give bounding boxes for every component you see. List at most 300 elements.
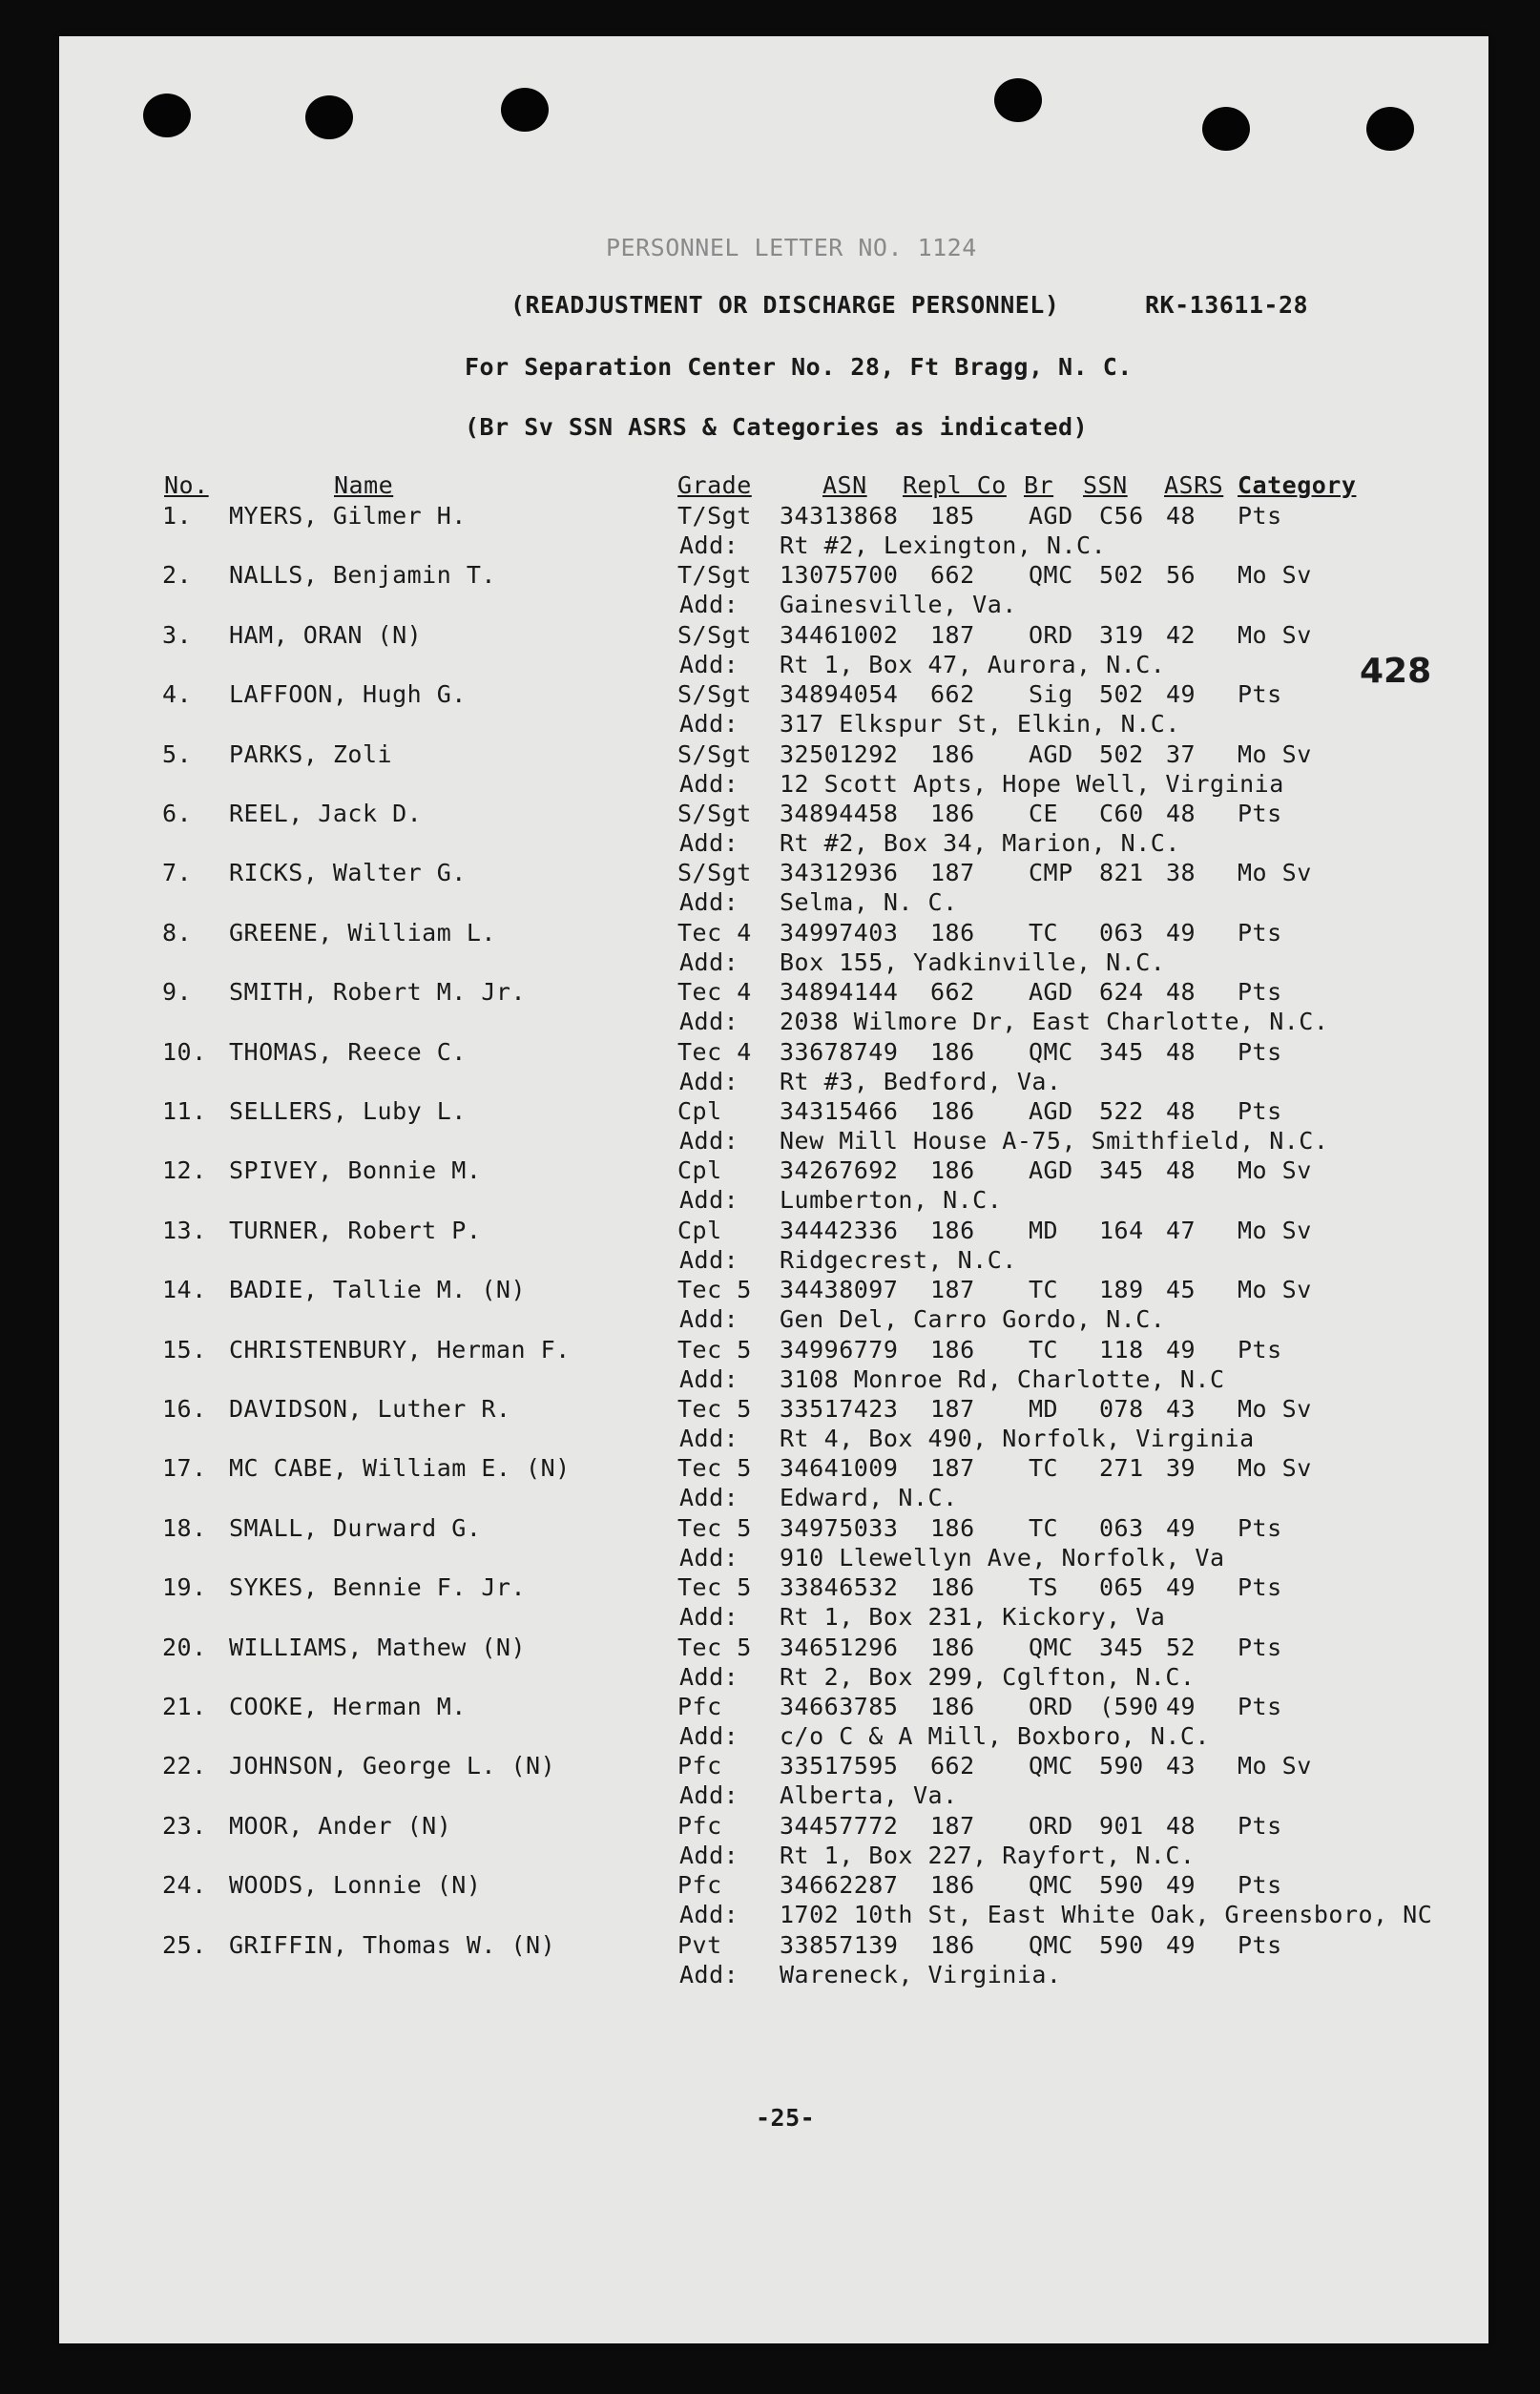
page-number: -25- — [756, 2104, 816, 2132]
address-label: Add: — [679, 1364, 739, 1393]
entry-ssn: 590 — [1099, 1871, 1144, 1900]
entry-asrs: 48 — [1166, 1037, 1197, 1066]
entry-asn: 34461002 — [780, 620, 899, 649]
entry-asn: 13075700 — [780, 561, 899, 590]
table-row — [0, 919, 1540, 947]
entry-category: Mo Sv — [1238, 1156, 1312, 1185]
entry-number: 25. — [162, 1930, 207, 1959]
entry-number: 7. — [162, 859, 193, 887]
rk-code: RK-13611-28 — [1145, 291, 1309, 319]
entry-ssn: 502 — [1099, 680, 1144, 709]
entry-repl-co: 662 — [930, 1752, 975, 1780]
entry-number: 4. — [162, 680, 193, 709]
address-label: Add: — [679, 1662, 739, 1691]
entry-repl-co: 186 — [930, 1693, 975, 1720]
table-row — [0, 1217, 1540, 1245]
entry-grade: Tec 4 — [677, 1037, 752, 1066]
address-row — [0, 948, 1540, 977]
address-row — [0, 1722, 1540, 1751]
entry-asrs: 43 — [1166, 1752, 1197, 1780]
address-label: Add: — [679, 947, 739, 976]
table-row — [0, 1931, 1540, 1960]
entry-asn: 34438097 — [780, 1276, 899, 1304]
entry-repl-co: 186 — [930, 800, 975, 827]
entry-asn: 34662287 — [780, 1871, 899, 1900]
entry-grade: Tec 4 — [677, 918, 752, 947]
entry-branch: TC — [1029, 918, 1059, 947]
entry-category: Mo Sv — [1238, 1752, 1312, 1780]
entry-category: Pts — [1238, 502, 1282, 530]
entry-name: BADIE, Tallie M. (N) — [229, 1276, 527, 1304]
entry-branch: QMC — [1029, 1037, 1073, 1066]
table-row — [0, 1812, 1540, 1841]
entry-number: 2. — [162, 561, 193, 590]
address-row — [0, 651, 1540, 679]
entry-asrs: 49 — [1166, 1693, 1197, 1720]
entry-grade: Cpl — [677, 1156, 722, 1185]
entry-name: SYKES, Bennie F. Jr. — [229, 1573, 527, 1602]
entry-repl-co: 186 — [930, 1335, 975, 1364]
entry-address: Rt #3, Bedford, Va. — [780, 1067, 1062, 1095]
entry-asrs: 56 — [1166, 561, 1197, 590]
entry-repl-co: 187 — [930, 1811, 975, 1840]
address-label: Add: — [679, 650, 739, 678]
entry-address: 317 Elkspur St, Elkin, N.C. — [780, 710, 1180, 739]
entry-branch: Sig — [1029, 680, 1073, 709]
address-label: Add: — [679, 1543, 739, 1572]
entry-ssn: 063 — [1099, 918, 1144, 947]
entry-branch: MD — [1029, 1216, 1059, 1244]
entry-branch: ORD — [1029, 1811, 1073, 1840]
address-row — [0, 1127, 1540, 1155]
entry-asrs: 48 — [1166, 978, 1197, 1007]
entry-repl-co: 185 — [930, 502, 975, 530]
entry-branch: QMC — [1029, 1633, 1073, 1661]
entry-asrs: 49 — [1166, 1871, 1197, 1900]
address-row — [0, 591, 1540, 619]
entry-address: 2038 Wilmore Dr, East Charlotte, N.C. — [780, 1008, 1329, 1036]
entry-number: 12. — [162, 1156, 207, 1185]
entry-branch: TC — [1029, 1513, 1059, 1542]
entry-grade: Tec 4 — [677, 978, 752, 1007]
entry-category: Mo Sv — [1238, 620, 1312, 649]
address-label: Add: — [679, 531, 739, 559]
entry-name: SMITH, Robert M. Jr. — [229, 978, 527, 1007]
entry-category: Pts — [1238, 1037, 1282, 1066]
entry-number: 13. — [162, 1216, 207, 1244]
entry-category: Pts — [1238, 1693, 1282, 1720]
entry-name: GRIFFIN, Thomas W. (N) — [229, 1930, 556, 1959]
address-row — [0, 1484, 1540, 1512]
table-row — [0, 1454, 1540, 1483]
address-row — [0, 1544, 1540, 1572]
table-row — [0, 680, 1540, 709]
entry-address: Rt #2, Box 34, Marion, N.C. — [780, 829, 1180, 857]
entry-number: 17. — [162, 1454, 207, 1483]
entry-asn: 34641009 — [780, 1454, 899, 1483]
entry-grade: Pfc — [677, 1693, 722, 1720]
entry-repl-co: 186 — [930, 1930, 975, 1959]
entry-grade: S/Sgt — [677, 620, 752, 649]
entry-ssn: 189 — [1099, 1276, 1144, 1304]
entry-grade: Tec 5 — [677, 1395, 752, 1423]
entry-repl-co: 187 — [930, 620, 975, 649]
table-row — [0, 1156, 1540, 1185]
entry-name: NALLS, Benjamin T. — [229, 561, 496, 590]
entry-ssn: 590 — [1099, 1930, 1144, 1959]
entry-address: Gen Del, Carro Gordo, N.C. — [780, 1305, 1166, 1334]
entry-category: Pts — [1238, 1930, 1282, 1959]
table-row — [0, 502, 1540, 531]
entry-name: MYERS, Gilmer H. — [229, 502, 467, 530]
address-label: Add: — [679, 1305, 739, 1334]
entry-address: Edward, N.C. — [780, 1484, 958, 1512]
entry-address: Alberta, Va. — [780, 1781, 958, 1810]
entry-category: Pts — [1238, 978, 1282, 1007]
entry-ssn: 118 — [1099, 1335, 1144, 1364]
address-label: Add: — [679, 829, 739, 857]
entry-grade: T/Sgt — [677, 561, 752, 590]
entry-category: Mo Sv — [1238, 1276, 1312, 1304]
entry-branch: CMP — [1029, 859, 1073, 887]
entry-ssn: 502 — [1099, 739, 1144, 768]
entry-address: Rt 1, Box 231, Kickory, Va — [780, 1603, 1166, 1632]
entry-category: Mo Sv — [1238, 561, 1312, 590]
entry-asrs: 49 — [1166, 1573, 1197, 1602]
entry-asrs: 49 — [1166, 1513, 1197, 1542]
entry-name: MC CABE, William E. (N) — [229, 1454, 571, 1483]
address-row — [0, 1425, 1540, 1453]
address-label: Add: — [679, 769, 739, 798]
entry-asrs: 49 — [1166, 918, 1197, 947]
address-row — [0, 1842, 1540, 1870]
entry-ssn: 345 — [1099, 1037, 1144, 1066]
entry-asn: 33857139 — [780, 1930, 899, 1959]
entry-number: 24. — [162, 1871, 207, 1900]
address-label: Add: — [679, 1127, 739, 1155]
entry-address: Selma, N. C. — [780, 888, 958, 917]
entry-asrs: 37 — [1166, 739, 1197, 768]
entry-branch: TC — [1029, 1276, 1059, 1304]
table-row — [0, 1038, 1540, 1067]
address-label: Add: — [679, 888, 739, 917]
letter-line: PERSONNEL LETTER NO. 1124 — [606, 234, 977, 261]
address-row — [0, 1246, 1540, 1275]
address-label: Add: — [679, 1841, 739, 1869]
entry-address: 12 Scott Apts, Hope Well, Virginia — [780, 769, 1284, 798]
entry-ssn: C56 — [1099, 502, 1144, 530]
entry-branch: QMC — [1029, 561, 1073, 590]
entry-repl-co: 186 — [930, 918, 975, 947]
table-row — [0, 621, 1540, 650]
address-row — [0, 770, 1540, 799]
table-row — [0, 740, 1540, 769]
entry-name: WOODS, Lonnie (N) — [229, 1871, 482, 1900]
entry-address: 3108 Monroe Rd, Charlotte, N.C — [780, 1364, 1225, 1393]
address-label: Add: — [679, 1245, 739, 1274]
entry-name: LAFFOON, Hugh G. — [229, 680, 467, 709]
entry-asn: 34267692 — [780, 1156, 899, 1185]
entry-name: DAVIDSON, Luther R. — [229, 1395, 511, 1423]
entry-number: 15. — [162, 1335, 207, 1364]
entry-branch: TC — [1029, 1335, 1059, 1364]
entry-address: Rt 2, Box 299, Cglfton, N.C. — [780, 1662, 1196, 1691]
entry-category: Pts — [1238, 800, 1282, 827]
entry-category: Pts — [1238, 680, 1282, 709]
binder-hole — [1366, 107, 1414, 151]
table-row — [0, 1097, 1540, 1126]
entry-branch: QMC — [1029, 1930, 1073, 1959]
entry-asn: 34663785 — [780, 1693, 899, 1720]
entry-branch: QMC — [1029, 1871, 1073, 1900]
entry-grade: S/Sgt — [677, 859, 752, 887]
entry-repl-co: 186 — [930, 739, 975, 768]
entry-number: 1. — [162, 502, 193, 530]
col-category: Category — [1238, 471, 1357, 499]
address-label: Add: — [679, 1603, 739, 1632]
address-row — [0, 1663, 1540, 1692]
entry-asrs: 45 — [1166, 1276, 1197, 1304]
entry-ssn: 063 — [1099, 1513, 1144, 1542]
entry-grade: Pfc — [677, 1752, 722, 1780]
entry-category: Mo Sv — [1238, 859, 1312, 887]
table-row — [0, 1514, 1540, 1543]
table-row — [0, 561, 1540, 590]
entry-ssn: 624 — [1099, 978, 1144, 1007]
entry-address: Lumberton, N.C. — [780, 1186, 1003, 1215]
address-label: Add: — [679, 1425, 739, 1452]
address-row — [0, 1305, 1540, 1334]
address-row — [0, 1603, 1540, 1632]
entry-asn: 34975033 — [780, 1513, 899, 1542]
entry-asn: 34894054 — [780, 680, 899, 709]
entry-name: TURNER, Robert P. — [229, 1216, 482, 1244]
entry-number: 23. — [162, 1811, 207, 1840]
address-label: Add: — [679, 1186, 739, 1215]
address-row — [0, 1781, 1540, 1810]
entry-repl-co: 186 — [930, 1633, 975, 1661]
entry-repl-co: 186 — [930, 1871, 975, 1900]
entry-ssn: 164 — [1099, 1216, 1144, 1244]
entry-name: SPIVEY, Bonnie M. — [229, 1156, 482, 1185]
entry-category: Mo Sv — [1238, 1216, 1312, 1244]
entry-category: Mo Sv — [1238, 1395, 1312, 1423]
entry-grade: S/Sgt — [677, 680, 752, 709]
entry-asn: 34315466 — [780, 1097, 899, 1125]
entry-asn: 33517595 — [780, 1752, 899, 1780]
entry-number: 5. — [162, 739, 193, 768]
entry-grade: Tec 5 — [677, 1276, 752, 1304]
entry-number: 8. — [162, 918, 193, 947]
entry-number: 11. — [162, 1097, 207, 1125]
entry-asn: 34894144 — [780, 978, 899, 1007]
entry-asn: 34313868 — [780, 502, 899, 530]
entry-repl-co: 187 — [930, 1395, 975, 1423]
entry-name: GREENE, William L. — [229, 918, 496, 947]
entry-branch: MD — [1029, 1395, 1059, 1423]
entry-number: 6. — [162, 800, 193, 827]
entry-ssn: 271 — [1099, 1454, 1144, 1483]
address-row — [0, 1365, 1540, 1394]
address-label: Add: — [679, 1781, 739, 1810]
entry-asn: 34442336 — [780, 1216, 899, 1244]
entry-asn: 34312936 — [780, 859, 899, 887]
entry-address: 910 Llewellyn Ave, Norfolk, Va — [780, 1543, 1225, 1572]
entry-address: Rt 4, Box 490, Norfolk, Virginia — [780, 1425, 1255, 1452]
entry-grade: Tec 5 — [677, 1454, 752, 1483]
entry-name: HAM, ORAN (N) — [229, 620, 423, 649]
entry-asrs: 49 — [1166, 1335, 1197, 1364]
address-row — [0, 710, 1540, 739]
entry-category: Pts — [1238, 1513, 1282, 1542]
entry-asrs: 39 — [1166, 1454, 1197, 1483]
entry-name: RICKS, Walter G. — [229, 859, 467, 887]
col-asn: ASN — [822, 471, 867, 499]
entry-asn: 32501292 — [780, 739, 899, 768]
address-row — [0, 531, 1540, 560]
address-label: Add: — [679, 1484, 739, 1512]
entry-address: Wareneck, Virginia. — [780, 1960, 1062, 1988]
address-label: Add: — [679, 591, 739, 619]
col-repl-co: Repl Co — [903, 471, 1007, 499]
entry-branch: AGD — [1029, 978, 1073, 1007]
entry-grade: Tec 5 — [677, 1633, 752, 1661]
table-row — [0, 859, 1540, 887]
address-row — [0, 1068, 1540, 1096]
entry-category: Pts — [1238, 1633, 1282, 1661]
table-row — [0, 1752, 1540, 1780]
entry-number: 19. — [162, 1573, 207, 1602]
entry-name: SMALL, Durward G. — [229, 1513, 482, 1542]
entry-asn: 34651296 — [780, 1633, 899, 1661]
entry-number: 14. — [162, 1276, 207, 1304]
entry-asrs: 52 — [1166, 1633, 1197, 1661]
entry-grade: Tec 5 — [677, 1513, 752, 1542]
entry-branch: AGD — [1029, 1097, 1073, 1125]
entry-number: 22. — [162, 1752, 207, 1780]
table-row — [0, 1573, 1540, 1602]
entry-repl-co: 187 — [930, 1454, 975, 1483]
entry-category: Pts — [1238, 1871, 1282, 1900]
entry-repl-co: 662 — [930, 978, 975, 1007]
entry-address: Gainesville, Va. — [780, 591, 1017, 619]
address-row — [0, 1186, 1540, 1215]
side-number: 428 — [1360, 652, 1432, 691]
entry-name: JOHNSON, George L. (N) — [229, 1752, 556, 1780]
entry-address: Ridgecrest, N.C. — [780, 1245, 1017, 1274]
entry-grade: Cpl — [677, 1216, 722, 1244]
entry-grade: Tec 5 — [677, 1573, 752, 1602]
entry-repl-co: 662 — [930, 561, 975, 590]
entry-asrs: 48 — [1166, 502, 1197, 530]
entry-category: Pts — [1238, 1573, 1282, 1602]
col-name: Name — [334, 471, 394, 499]
entry-branch: TC — [1029, 1454, 1059, 1483]
separation-center: For Separation Center No. 28, Ft Bragg, N. C. — [465, 353, 1133, 381]
entry-asrs: 48 — [1166, 1156, 1197, 1185]
entry-branch: AGD — [1029, 1156, 1073, 1185]
entry-repl-co: 186 — [930, 1097, 975, 1125]
entry-address: Box 155, Yadkinville, N.C. — [780, 947, 1166, 976]
entry-asn: 33678749 — [780, 1037, 899, 1066]
entry-name: PARKS, Zoli — [229, 739, 393, 768]
entry-address: Rt 1, Box 227, Rayfort, N.C. — [780, 1841, 1196, 1869]
entry-asrs: 38 — [1166, 859, 1197, 887]
address-label: Add: — [679, 710, 739, 739]
entry-ssn: 821 — [1099, 859, 1144, 887]
binder-hole — [1202, 107, 1250, 151]
entry-grade: Pfc — [677, 1811, 722, 1840]
entry-asrs: 49 — [1166, 680, 1197, 709]
binder-hole — [143, 94, 191, 137]
entry-branch: AGD — [1029, 502, 1073, 530]
entry-name: SELLERS, Luby L. — [229, 1097, 467, 1125]
entry-address: c/o C & A Mill, Boxboro, N.C. — [780, 1722, 1210, 1750]
entry-asrs: 47 — [1166, 1216, 1197, 1244]
entry-address: Rt 1, Box 47, Aurora, N.C. — [780, 650, 1166, 678]
entry-category: Pts — [1238, 1811, 1282, 1840]
binder-hole — [501, 88, 549, 132]
entry-asrs: 43 — [1166, 1395, 1197, 1423]
entry-asrs: 48 — [1166, 1811, 1197, 1840]
entry-repl-co: 662 — [930, 680, 975, 709]
categories-note: (Br Sv SSN ASRS & Categories as indicated) — [465, 413, 1089, 441]
table-row — [0, 1276, 1540, 1304]
entry-branch: AGD — [1029, 739, 1073, 768]
table-row — [0, 1693, 1540, 1721]
col-br: Br — [1024, 471, 1054, 499]
address-label: Add: — [679, 1901, 739, 1929]
entry-asrs: 48 — [1166, 1097, 1197, 1125]
entry-ssn: 065 — [1099, 1573, 1144, 1602]
entry-grade: T/Sgt — [677, 502, 752, 530]
entry-ssn: 078 — [1099, 1395, 1144, 1423]
table-row — [0, 1871, 1540, 1900]
address-label: Add: — [679, 1008, 739, 1036]
entry-asn: 33517423 — [780, 1395, 899, 1423]
entry-name: THOMAS, Reece C. — [229, 1037, 467, 1066]
entry-asrs: 42 — [1166, 620, 1197, 649]
entry-ssn: 502 — [1099, 561, 1144, 590]
entry-branch: QMC — [1029, 1752, 1073, 1780]
address-label: Add: — [679, 1960, 739, 1988]
entry-asn: 34457772 — [780, 1811, 899, 1840]
entry-category: Mo Sv — [1238, 1454, 1312, 1483]
table-row — [0, 978, 1540, 1007]
entry-address: New Mill House A-75, Smithfield, N.C. — [780, 1127, 1329, 1155]
address-label: Add: — [679, 1722, 739, 1750]
address-row — [0, 1008, 1540, 1036]
address-row — [0, 1961, 1540, 1989]
entry-ssn: 590 — [1099, 1752, 1144, 1780]
table-row — [0, 1395, 1540, 1424]
entry-ssn: C60 — [1099, 800, 1144, 827]
entry-grade: S/Sgt — [677, 800, 752, 827]
entry-branch: ORD — [1029, 1693, 1073, 1720]
entry-number: 18. — [162, 1513, 207, 1542]
entry-category: Pts — [1238, 918, 1282, 947]
entry-grade: Tec 5 — [677, 1335, 752, 1364]
entry-grade: S/Sgt — [677, 739, 752, 768]
entry-ssn: 901 — [1099, 1811, 1144, 1840]
entry-asn: 34894458 — [780, 800, 899, 827]
entry-number: 16. — [162, 1395, 207, 1423]
entry-address: 1702 10th St, East White Oak, Greensboro, NC — [780, 1901, 1433, 1929]
entry-branch: CE — [1029, 800, 1059, 827]
address-row — [0, 1901, 1540, 1929]
address-row — [0, 888, 1540, 917]
entry-name: MOOR, Ander (N) — [229, 1811, 452, 1840]
